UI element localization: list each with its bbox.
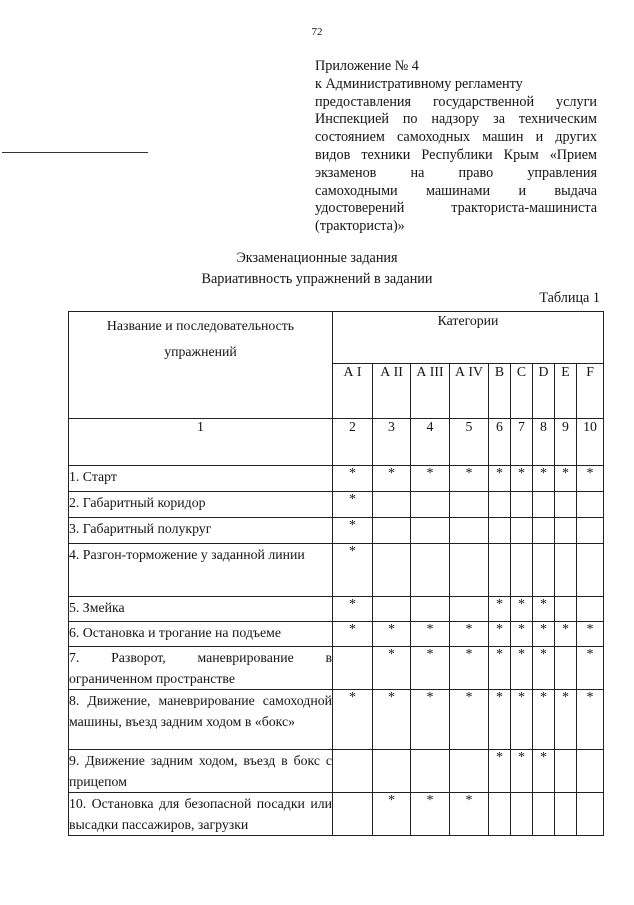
category-mark <box>333 793 373 836</box>
category-mark: * <box>333 518 373 544</box>
category-mark: * <box>373 466 411 492</box>
category-mark: * <box>533 750 555 793</box>
category-mark: * <box>533 622 555 647</box>
table-row <box>69 597 604 622</box>
category-mark: * <box>555 690 577 750</box>
category-header: А III <box>411 364 450 419</box>
column-number: 9 <box>555 419 577 466</box>
category-header: В <box>489 364 511 419</box>
category-header: А II <box>373 364 411 419</box>
exercise-name: 10. Остановка для безопасной посадки или высадки пассажиров, загрузки <box>69 793 333 836</box>
annex-line: видов техники Республики Крым «Прием <box>315 146 597 163</box>
category-mark: * <box>511 750 533 793</box>
table-row <box>69 690 604 750</box>
category-mark: * <box>533 647 555 690</box>
column-number: 2 <box>333 419 373 466</box>
annex-line: Инспекцией по надзору за техническим <box>315 111 597 128</box>
annex-line: к Административному регламенту <box>315 75 523 92</box>
table-label: Таблица 1 <box>539 290 600 306</box>
table-row <box>69 647 604 690</box>
category-mark <box>489 544 511 597</box>
table-row <box>69 492 604 518</box>
category-mark <box>555 518 577 544</box>
annex-reference <box>315 58 597 236</box>
category-mark <box>373 544 411 597</box>
category-mark: * <box>577 647 604 690</box>
category-mark <box>511 518 533 544</box>
column-number: 8 <box>533 419 555 466</box>
category-mark: * <box>373 647 411 690</box>
category-mark <box>533 793 555 836</box>
category-mark: * <box>333 544 373 597</box>
category-mark: * <box>489 750 511 793</box>
table-row <box>69 793 604 836</box>
category-mark: * <box>333 622 373 647</box>
category-mark <box>373 597 411 622</box>
category-mark: * <box>450 622 489 647</box>
category-mark <box>555 793 577 836</box>
annex-line: (тракториста)» <box>315 218 405 235</box>
category-mark <box>450 518 489 544</box>
category-mark <box>577 492 604 518</box>
category-mark: * <box>511 647 533 690</box>
category-mark <box>555 647 577 690</box>
category-mark <box>511 492 533 518</box>
column-number: 4 <box>411 419 450 466</box>
category-mark: * <box>533 690 555 750</box>
annex-line: экзаменов на право управления <box>315 164 597 181</box>
column-number: 1 <box>69 419 333 466</box>
category-mark: * <box>533 466 555 492</box>
category-mark: * <box>511 597 533 622</box>
category-mark <box>373 518 411 544</box>
category-mark: * <box>450 647 489 690</box>
category-header: D <box>533 364 555 419</box>
category-mark <box>450 492 489 518</box>
header-categories: Категории <box>333 312 604 364</box>
category-mark <box>450 750 489 793</box>
category-mark <box>450 597 489 622</box>
page-number: 72 <box>311 26 323 38</box>
exercise-name: 5. Змейка <box>69 597 333 622</box>
table-row <box>69 544 604 597</box>
column-number: 3 <box>373 419 411 466</box>
category-mark: * <box>489 690 511 750</box>
category-mark <box>555 750 577 793</box>
category-header: С <box>511 364 533 419</box>
category-mark: * <box>411 690 450 750</box>
page-title: Экзаменационные задания <box>236 250 398 266</box>
table-row <box>69 750 604 793</box>
annex-line: предоставления государственной услуги <box>315 93 597 110</box>
category-mark <box>533 518 555 544</box>
column-number: 6 <box>489 419 511 466</box>
category-mark: * <box>489 647 511 690</box>
category-mark <box>577 750 604 793</box>
category-mark: * <box>333 466 373 492</box>
category-mark: * <box>411 647 450 690</box>
category-mark <box>555 492 577 518</box>
annex-line: самоходными машинами и выдача <box>315 182 597 199</box>
category-mark <box>555 597 577 622</box>
annex-line: удостоверений тракториста-машиниста <box>315 200 597 217</box>
category-mark: * <box>411 622 450 647</box>
exercise-name: 9. Движение задним ходом, въезд в бокс с прицепом <box>69 750 333 793</box>
category-mark: * <box>511 466 533 492</box>
category-mark: * <box>511 622 533 647</box>
table-row <box>69 518 604 544</box>
column-number: 5 <box>450 419 489 466</box>
category-mark <box>489 492 511 518</box>
exercise-name: 3. Габаритный полукруг <box>69 518 333 544</box>
category-mark: * <box>333 492 373 518</box>
category-mark: * <box>489 622 511 647</box>
category-mark <box>511 793 533 836</box>
category-mark: * <box>373 793 411 836</box>
category-mark: * <box>373 622 411 647</box>
annex-line: состоянием самоходных машин и других <box>315 129 597 146</box>
column-number: 10 <box>577 419 604 466</box>
category-mark <box>411 750 450 793</box>
category-mark: * <box>577 622 604 647</box>
category-mark <box>577 518 604 544</box>
category-header: А IV <box>450 364 489 419</box>
category-mark: * <box>450 466 489 492</box>
column-number: 7 <box>511 419 533 466</box>
category-mark <box>373 492 411 518</box>
category-mark: * <box>333 597 373 622</box>
category-mark <box>577 597 604 622</box>
category-mark: * <box>411 466 450 492</box>
category-header: А I <box>333 364 373 419</box>
category-mark <box>411 544 450 597</box>
category-mark: * <box>411 793 450 836</box>
category-header: Е <box>555 364 577 419</box>
annex-line: Приложение № 4 <box>315 58 419 74</box>
exercises-table <box>68 311 604 836</box>
category-mark <box>555 544 577 597</box>
exercise-name: 6. Остановка и трогание на подъеме <box>69 622 333 647</box>
table-body <box>69 466 604 836</box>
exercise-name: 4. Разгон-торможение у заданной линии <box>69 544 333 597</box>
category-header: F <box>577 364 604 419</box>
category-mark: * <box>373 690 411 750</box>
category-mark <box>411 597 450 622</box>
category-mark <box>450 544 489 597</box>
page-subtitle: Вариативность упражнений в задании <box>201 271 433 287</box>
category-mark: * <box>489 597 511 622</box>
exercise-name: 8. Движение, маневрирование самоходной машины, въезд задним ходом в «бокс» <box>69 690 333 750</box>
category-mark <box>333 750 373 793</box>
category-mark: * <box>533 597 555 622</box>
category-mark <box>577 544 604 597</box>
category-mark: * <box>450 690 489 750</box>
category-mark <box>533 544 555 597</box>
table-row <box>69 622 604 647</box>
category-mark <box>577 793 604 836</box>
exercise-name: 7. Разворот, маневрирование в ограниченном пространстве <box>69 647 333 690</box>
category-mark: * <box>577 690 604 750</box>
category-mark: * <box>333 690 373 750</box>
category-mark: * <box>555 622 577 647</box>
category-mark <box>489 518 511 544</box>
category-mark: * <box>511 690 533 750</box>
category-mark: * <box>555 466 577 492</box>
category-mark <box>533 492 555 518</box>
category-mark: * <box>489 466 511 492</box>
exercise-name: 1. Старт <box>69 466 333 492</box>
category-mark <box>411 518 450 544</box>
category-mark <box>373 750 411 793</box>
header-exercise-name: Название и последовательность упражнений <box>69 312 333 419</box>
category-mark <box>333 647 373 690</box>
category-mark <box>511 544 533 597</box>
category-mark <box>411 492 450 518</box>
exercise-name: 2. Габаритный коридор <box>69 492 333 518</box>
table-row <box>69 466 604 492</box>
category-mark <box>489 793 511 836</box>
category-mark: * <box>577 466 604 492</box>
category-mark: * <box>450 793 489 836</box>
divider-line <box>2 152 148 153</box>
